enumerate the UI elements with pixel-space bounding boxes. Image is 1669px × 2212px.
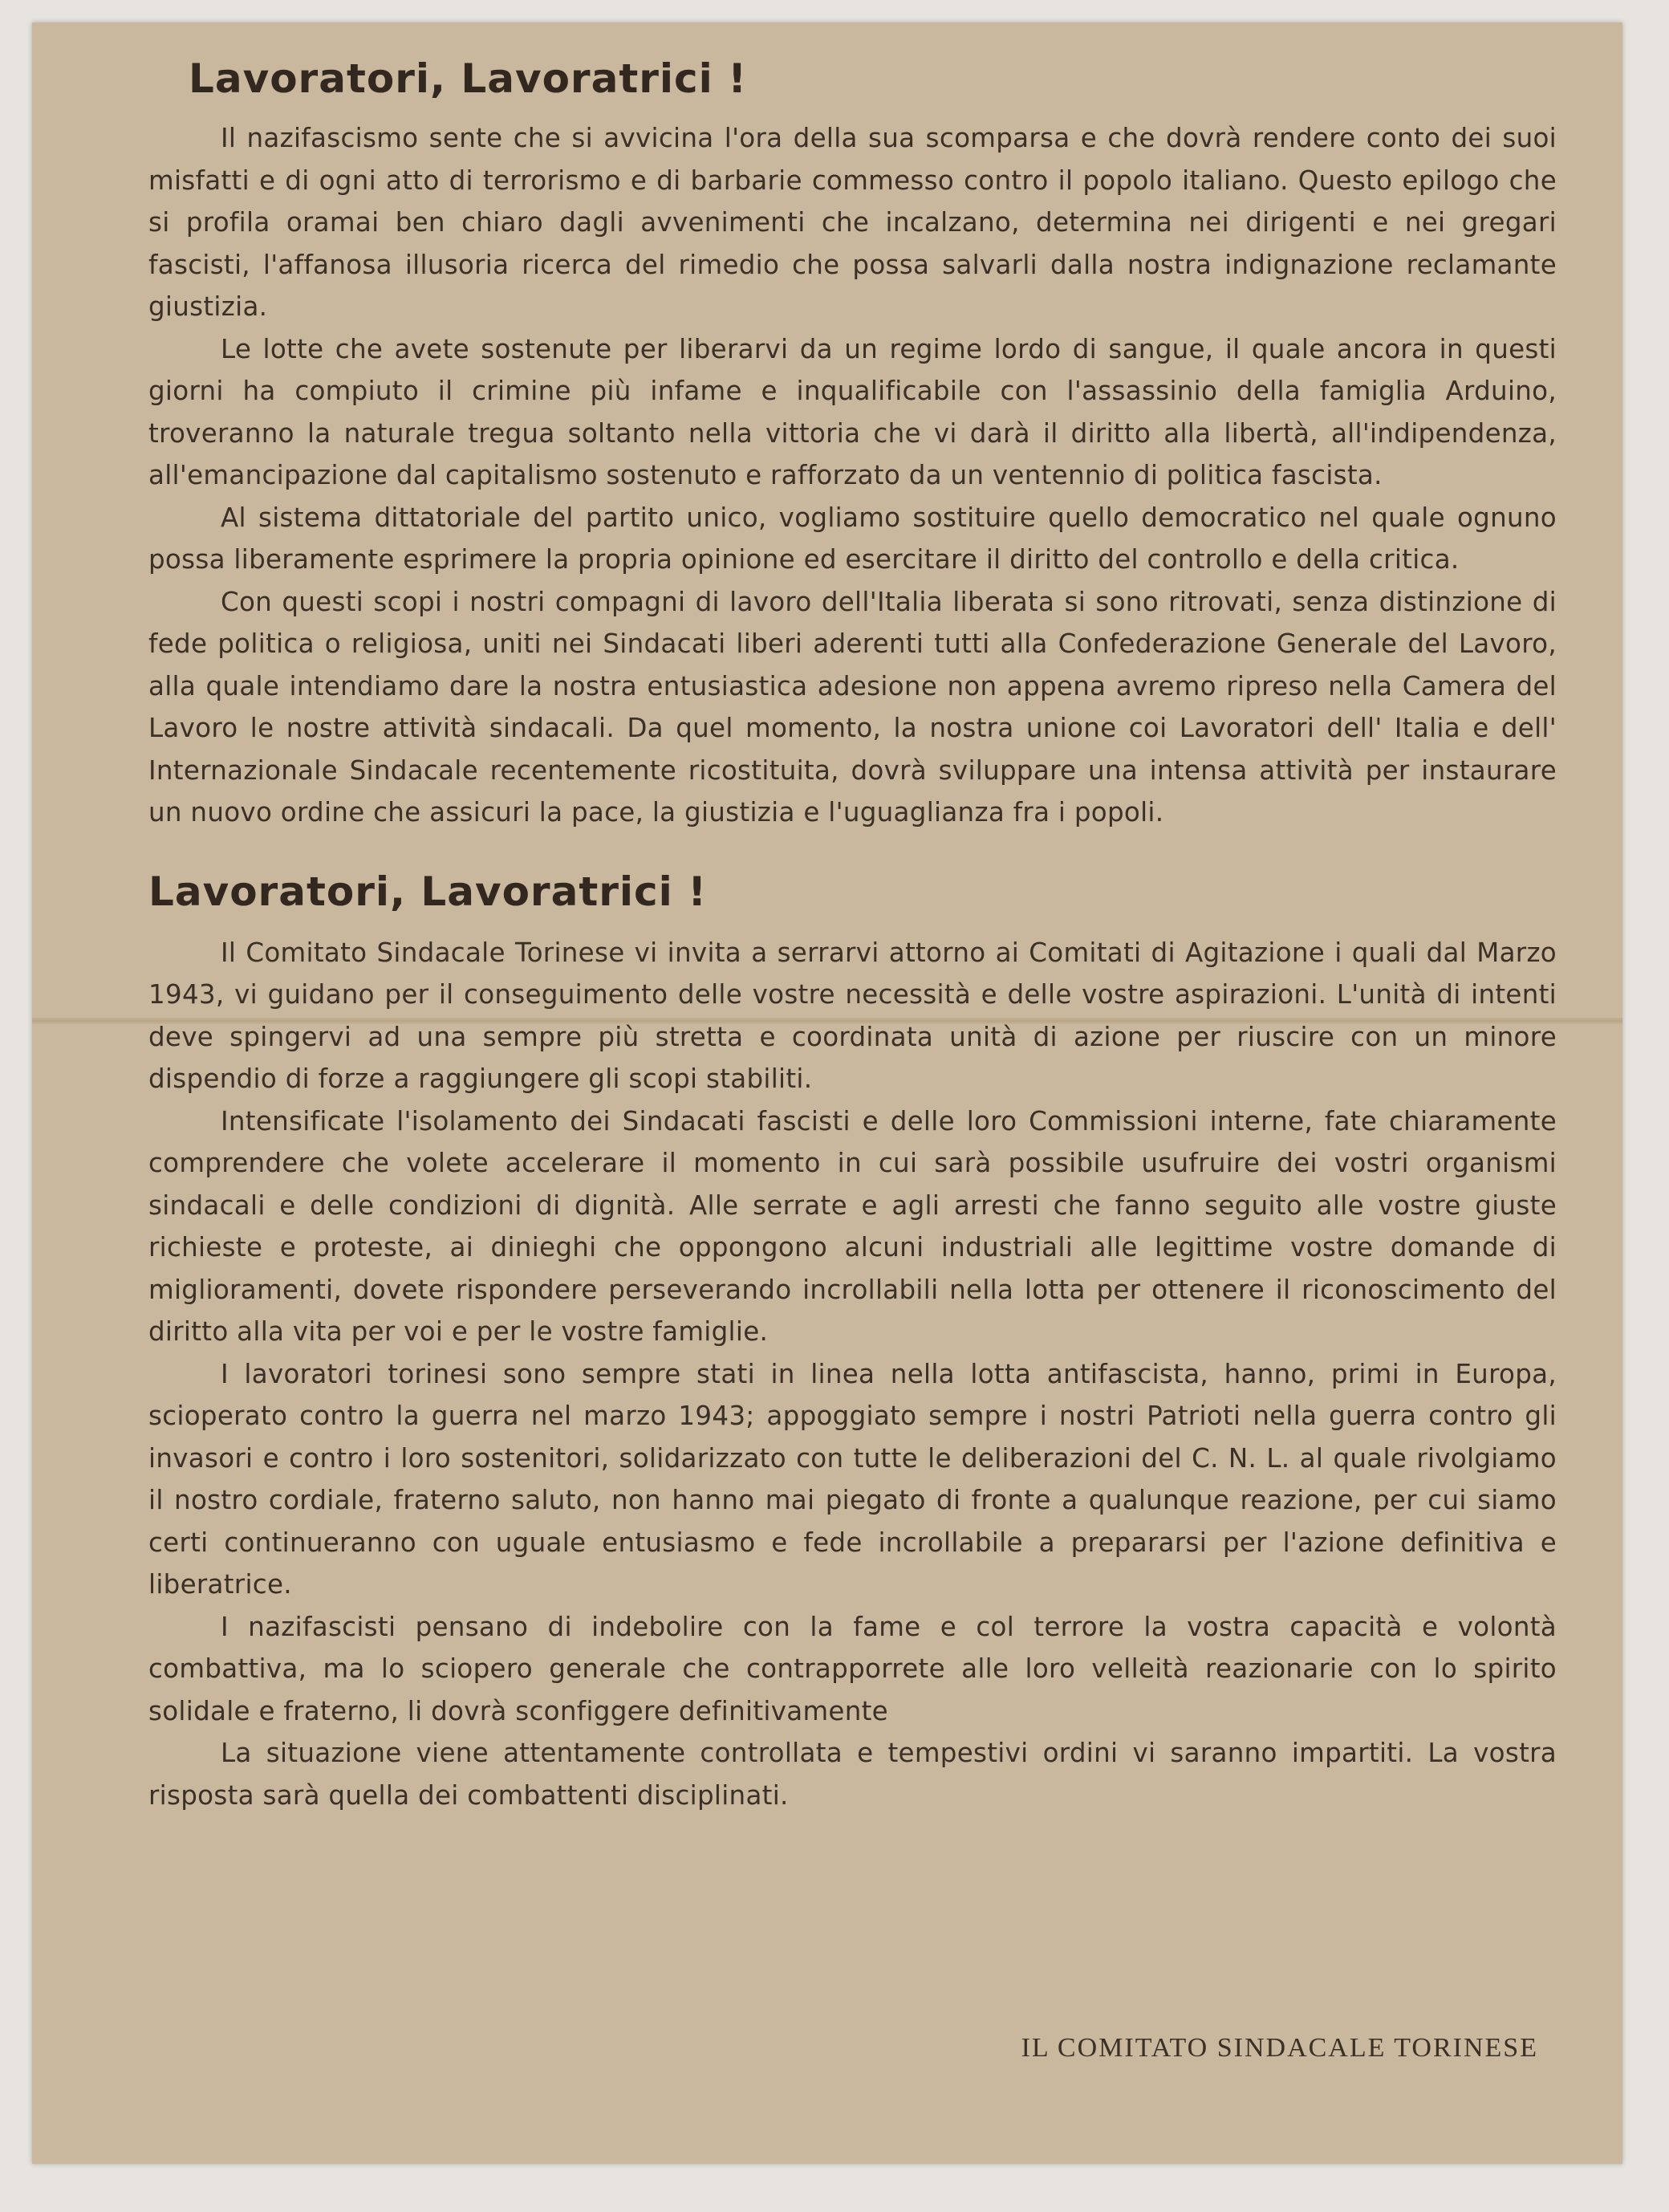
paragraph: La situazione viene attentamente controllata e tempestivi ordini vi saranno impartiti. La vostra risposta sarà quella dei combattenti disciplinati. bbox=[148, 1738, 1557, 1811]
paragraph: Il nazifascismo sente che si avvicina l'ora della sua scomparsa e che dovrà rendere conto dei suoi misfatti e di ogni atto di terrorismo e di barbarie commesso contro il popolo italiano. Questo epilogo che si profila oramai ben chiaro dagli avvenimenti che incalzano, determina nei dirigenti e nei gregari fascisti, l'affanosa illusoria ricerca del rimedio che possa salvarli dalla nostra indignazione reclamante giustizia. bbox=[148, 123, 1557, 322]
leaflet-content bbox=[148, 55, 1557, 1816]
paragraph: Il Comitato Sindacale Torinese vi invita a serrarvi attorno ai Comitati di Agitazione i quali dal Marzo 1943, vi guidano per il conseguimento delle vostre necessità e delle vostre aspirazioni. L'unità di intenti deve spingervi ad una sempre più stretta e coordinata unità di azione per riuscire con un minore dispendio di forze a raggiungere gli scopi stabiliti. bbox=[148, 937, 1557, 1094]
signature: IL COMITATO SINDACALE TORINESE bbox=[1021, 2033, 1538, 2063]
leaflet-sheet bbox=[32, 22, 1622, 2164]
paragraph: I lavoratori torinesi sono sempre stati in linea nella lotta antifascista, hanno, primi in Europa, scioperato contro la guerra nel marzo 1943; appoggiato sempre i nostri Patrioti nella guerra contro gli invasori e contro i loro sostenitori, solidarizzato con tutte le deliberazioni del C. N. L. al quale rivolgiamo il nostro cordiale, fraterno saluto, non hanno mai piegato di fronte a qualunque reazione, per cui siamo certi continueranno con uguale entusiasmo e fede incrollabile a prepararsi per l'azione definitiva e liberatrice. bbox=[148, 1358, 1557, 1600]
heading-first: Lavoratori, Lavoratrici ! bbox=[189, 55, 748, 102]
paragraph: Con questi scopi i nostri compagni di lavoro dell'Italia liberata si sono ritrovati, senza distinzione di fede politica o religiosa, uniti nei Sindacati liberi aderenti tutti alla Confederazione Generale del Lavoro, alla quale intendiamo dare la nostra entusiastica adesione non appena avremo ripreso nella Camera del Lavoro le nostre attività sindacali. Da quel momento, la nostra unione coi Lavoratori dell' Italia e dell' Internazionale Sindacale recentemente ricostituita, dovrà sviluppare una intensa attività per instaurare un nuovo ordine che assicuri la pace, la giustizia e l'uguaglianza fra i popoli. bbox=[148, 586, 1557, 827]
paragraph: Intensificate l'isolamento dei Sindacati fascisti e delle loro Commissioni interne, fate chiaramente comprendere che volete accelerare il momento in cui sarà possibile usufruire dei vostri organismi sindacali e delle condizioni di dignità. Alle serrate e agli arresti che fanno seguito alle vostre giuste richieste e proteste, ai dinieghi che oppongono alcuni industriali alle legittime vostre domande di miglioramenti, dovete rispondere perseverando incrollabili nella lotta per ottenere il riconoscimento del diritto alla vita per voi e per le vostre famiglie. bbox=[148, 1105, 1557, 1347]
paragraph: I nazifascisti pensano di indebolire con la fame e col terrore la vostra capacità e volontà combattiva, ma lo sciopero generale che contrapporrete alle loro velleità reazionarie con lo spirito solidale e fraterno, li dovrà sconfiggere definitivamente bbox=[148, 1611, 1557, 1726]
heading-second: Lavoratori, Lavoratrici ! bbox=[148, 868, 708, 915]
paragraph: Al sistema dittatoriale del partito unico, vogliamo sostituire quello democratico nel quale ognuno possa liberamente esprimere la propria opinione ed esercitare il diritto del controllo e della critica. bbox=[148, 502, 1557, 575]
paragraph: Le lotte che avete sostenute per liberarvi da un regime lordo di sangue, il quale ancora in questi giorni ha compiuto il crimine più infame e inqualificabile con l'assassinio della famiglia Arduino, troveranno la naturale tregua soltanto nella vittoria che vi darà il diritto alla libertà, all'indipendenza, all'emancipazione dal capitalismo sostenuto e rafforzato da un ventennio di politica fascista. bbox=[148, 333, 1557, 490]
